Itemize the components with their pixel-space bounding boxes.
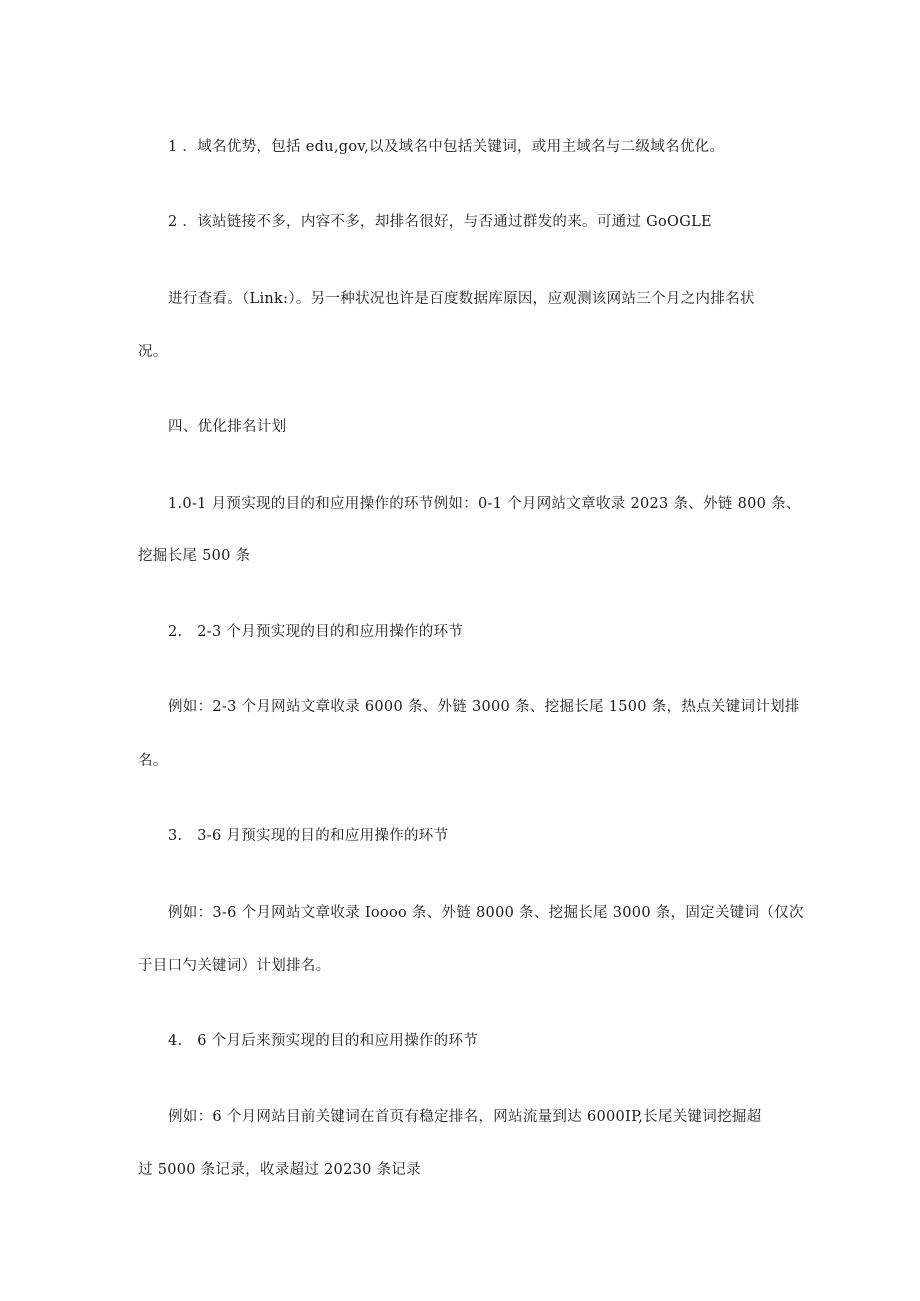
plan-4-example: 例如：6 个月网站目前关键词在首页有稳定排名，网站流量到达 6000IP,长尾关键词挖掘超 [168, 1109, 762, 1125]
item-2-continuation-end: 况。 [138, 344, 168, 360]
plan-4-example-end: 过 5000 条记录，收录超过 20230 条记录 [138, 1162, 421, 1178]
plan-1-month-0-1: 1.0-1 月预实现的目的和应用操作的环节例如：0-1 个月网站文章收录 2023 条、外链 800 条、 [168, 496, 801, 512]
plan-1-continuation: 挖掘长尾 500 条 [138, 548, 251, 564]
item-2-continuation: 进行查看。（Link:）。另一种状况也许是百度数据库原因，应观测该网站三个月之内排名状 [168, 291, 755, 307]
plan-2-heading: 2. 2-3 个月预实现的目的和应用操作的环节 [168, 624, 464, 640]
plan-4-heading: 4. 6 个月后来预实现的目的和应用操作的环节 [168, 1033, 479, 1049]
plan-2-example-end: 名。 [138, 753, 168, 769]
plan-2-example: 例如：2-3 个月网站文章收录 6000 条、外链 3000 条、挖掘长尾 1500 条，热点关键词计划排 [168, 699, 800, 715]
plan-3-example: 例如：3-6 个月网站文章收录 Ioooo 条、外链 8000 条、挖掘长尾 3000 条，固定关键词（仅次 [168, 905, 804, 921]
item-1-domain-advantage: 1 ．域名优势，包括 edu,gov,以及域名中包括关键词，或用主域名与二级域名优化。 [168, 139, 725, 155]
plan-3-example-end: 于目口勺关键词）计划排名。 [138, 958, 331, 974]
item-2-link-analysis: 2 ．该站链接不多，内容不多，却排名很好，与否通过群发的来。可通过 GoOGLE [168, 214, 712, 230]
plan-3-heading: 3. 3-6 月预实现的目的和应用操作的环节 [168, 828, 449, 844]
section-heading-optimization-plan: 四、优化排名计划 [168, 419, 287, 435]
